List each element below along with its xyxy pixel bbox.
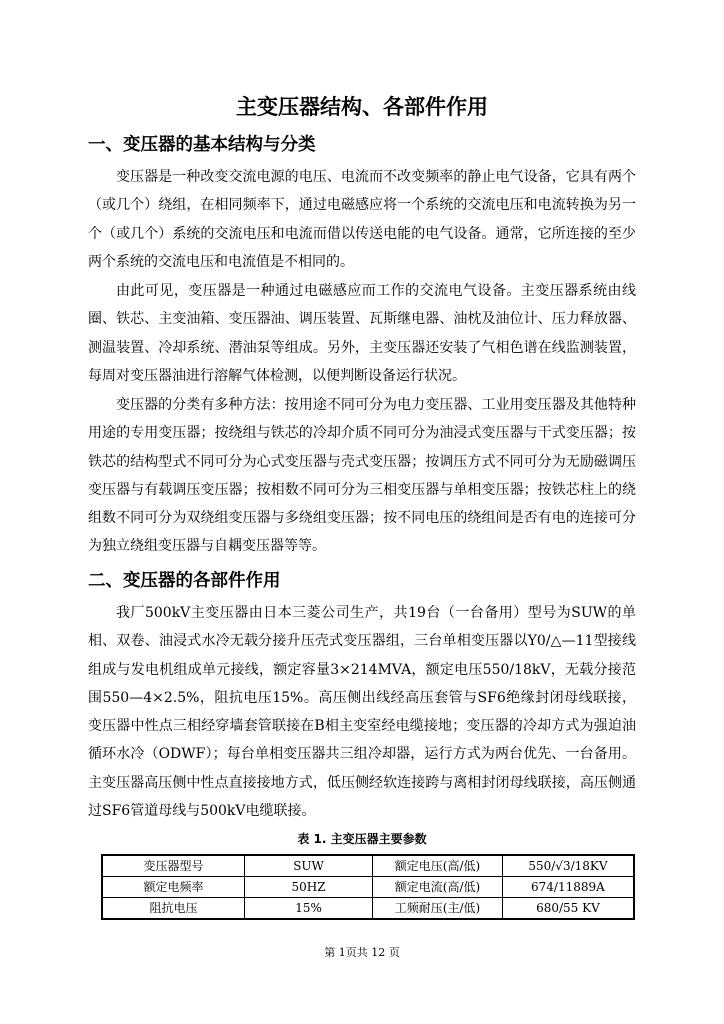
table-cell-value: 50HZ (244, 877, 372, 898)
table-cell-label: 阻抗电压 (102, 898, 244, 920)
section-2-heading: 二、变压器的各部件作用 (88, 571, 281, 591)
table-cell-label: 工频耐压(主/低) (373, 898, 503, 920)
table-row (102, 898, 634, 920)
table-cell-value: SUW (244, 855, 372, 877)
table-cell-value: 550/√3/18KV (502, 855, 634, 877)
table-cell-label: 额定电压(高/低) (373, 855, 503, 877)
section-1-paragraph-3: 变压器的分类有多种方法：按用途不同可分为电力变压器、工业用变压器及其他特种用途的专用变压器；按绕组与铁芯的冷却介质不同可分为油浸式变压器与干式变压器；按铁芯的结构型式不同可分为心式变压器与壳式变压器；按调压方式不同可分为无励磁调压变压器与有载调压变压器；按相数不同可分为三相变压器与单相变压器；按铁芯柱上的绕组数不同可分为双绕组变压器与多绕组变压器；按不同电压的绕组间是否有电的连接可分为独立绕组变压器与自耦变压器等等。 (88, 397, 636, 555)
table-cell-label: 额定电频率 (102, 877, 244, 898)
section-1-paragraph-2: 由此可见，变压器是一种通过电磁感应而工作的交流电气设备。主变压器系统由线圈、铁芯、主变油箱、变压器油、调压装置、瓦斯继电器、油枕及油位计、压力释放器、测温装置、冷却系统、潜油泵等组成。另外，主变压器还安装了气相色谱在线监测装置，每周对变压器油进行溶解气体检测，以便判断设备运行状况。 (88, 283, 636, 384)
section-1-heading: 一、变压器的基本结构与分类 (88, 135, 316, 155)
table-cell-label: 额定电流(高/低) (373, 877, 503, 898)
table-row (102, 877, 634, 898)
parameters-table (101, 854, 635, 920)
section-2-paragraph-1: 我厂500kV主变压器由日本三菱公司生产，共19台（一台备用）型号为SUW的单相、双卷、油浸式水冷无载分接升压壳式变压器组，三台单相变压器以Y0/△—11型接线组成与发电机组成单元接线，额定容量3×214MVA，额定电压550/18kV，无载分接范围550—4×2.5%，阻抗电压15%。高压侧出线经高压套管与SF6绝缘封闭母线联接，变压器中性点三相经穿墙套管联接在B相主变室经电缆接地；变压器的冷却方式为强迫油循环水冷（ODWF）；每台单相变压器共三组冷却器，运行方式为两台优先、一台备用。主变压器高压侧中性点直接接地方式，低压侧经软连接跨与离相封闭母线联接，高压侧通过SF6管道母线与500kV电缆联接。 (88, 605, 636, 820)
document-title: 主变压器结构、各部件作用 (236, 95, 488, 119)
table-row (102, 855, 634, 877)
table-cell-value: 680/55 KV (502, 898, 634, 920)
table-cell-label: 变压器型号 (102, 855, 244, 877)
table-cell-value: 15% (244, 898, 372, 920)
table-caption: 表 1. 主变压器主要参数 (297, 832, 427, 846)
section-1-paragraph-1: 变压器是一种改变交流电源的电压、电流而不改变频率的静止电气设备，它具有两个（或几个）绕组，在相同频率下，通过电磁感应将一个系统的交流电压和电流转换为另一个（或几个）系统的交流电压和电流而借以传送电能的电气设备。通常，它所连接的至少两个系统的交流电压和电流值是不相同的。 (88, 169, 636, 270)
table-cell-value: 674/11889A (502, 877, 634, 898)
page-footer: 第 1页共 12 页 (324, 946, 400, 959)
